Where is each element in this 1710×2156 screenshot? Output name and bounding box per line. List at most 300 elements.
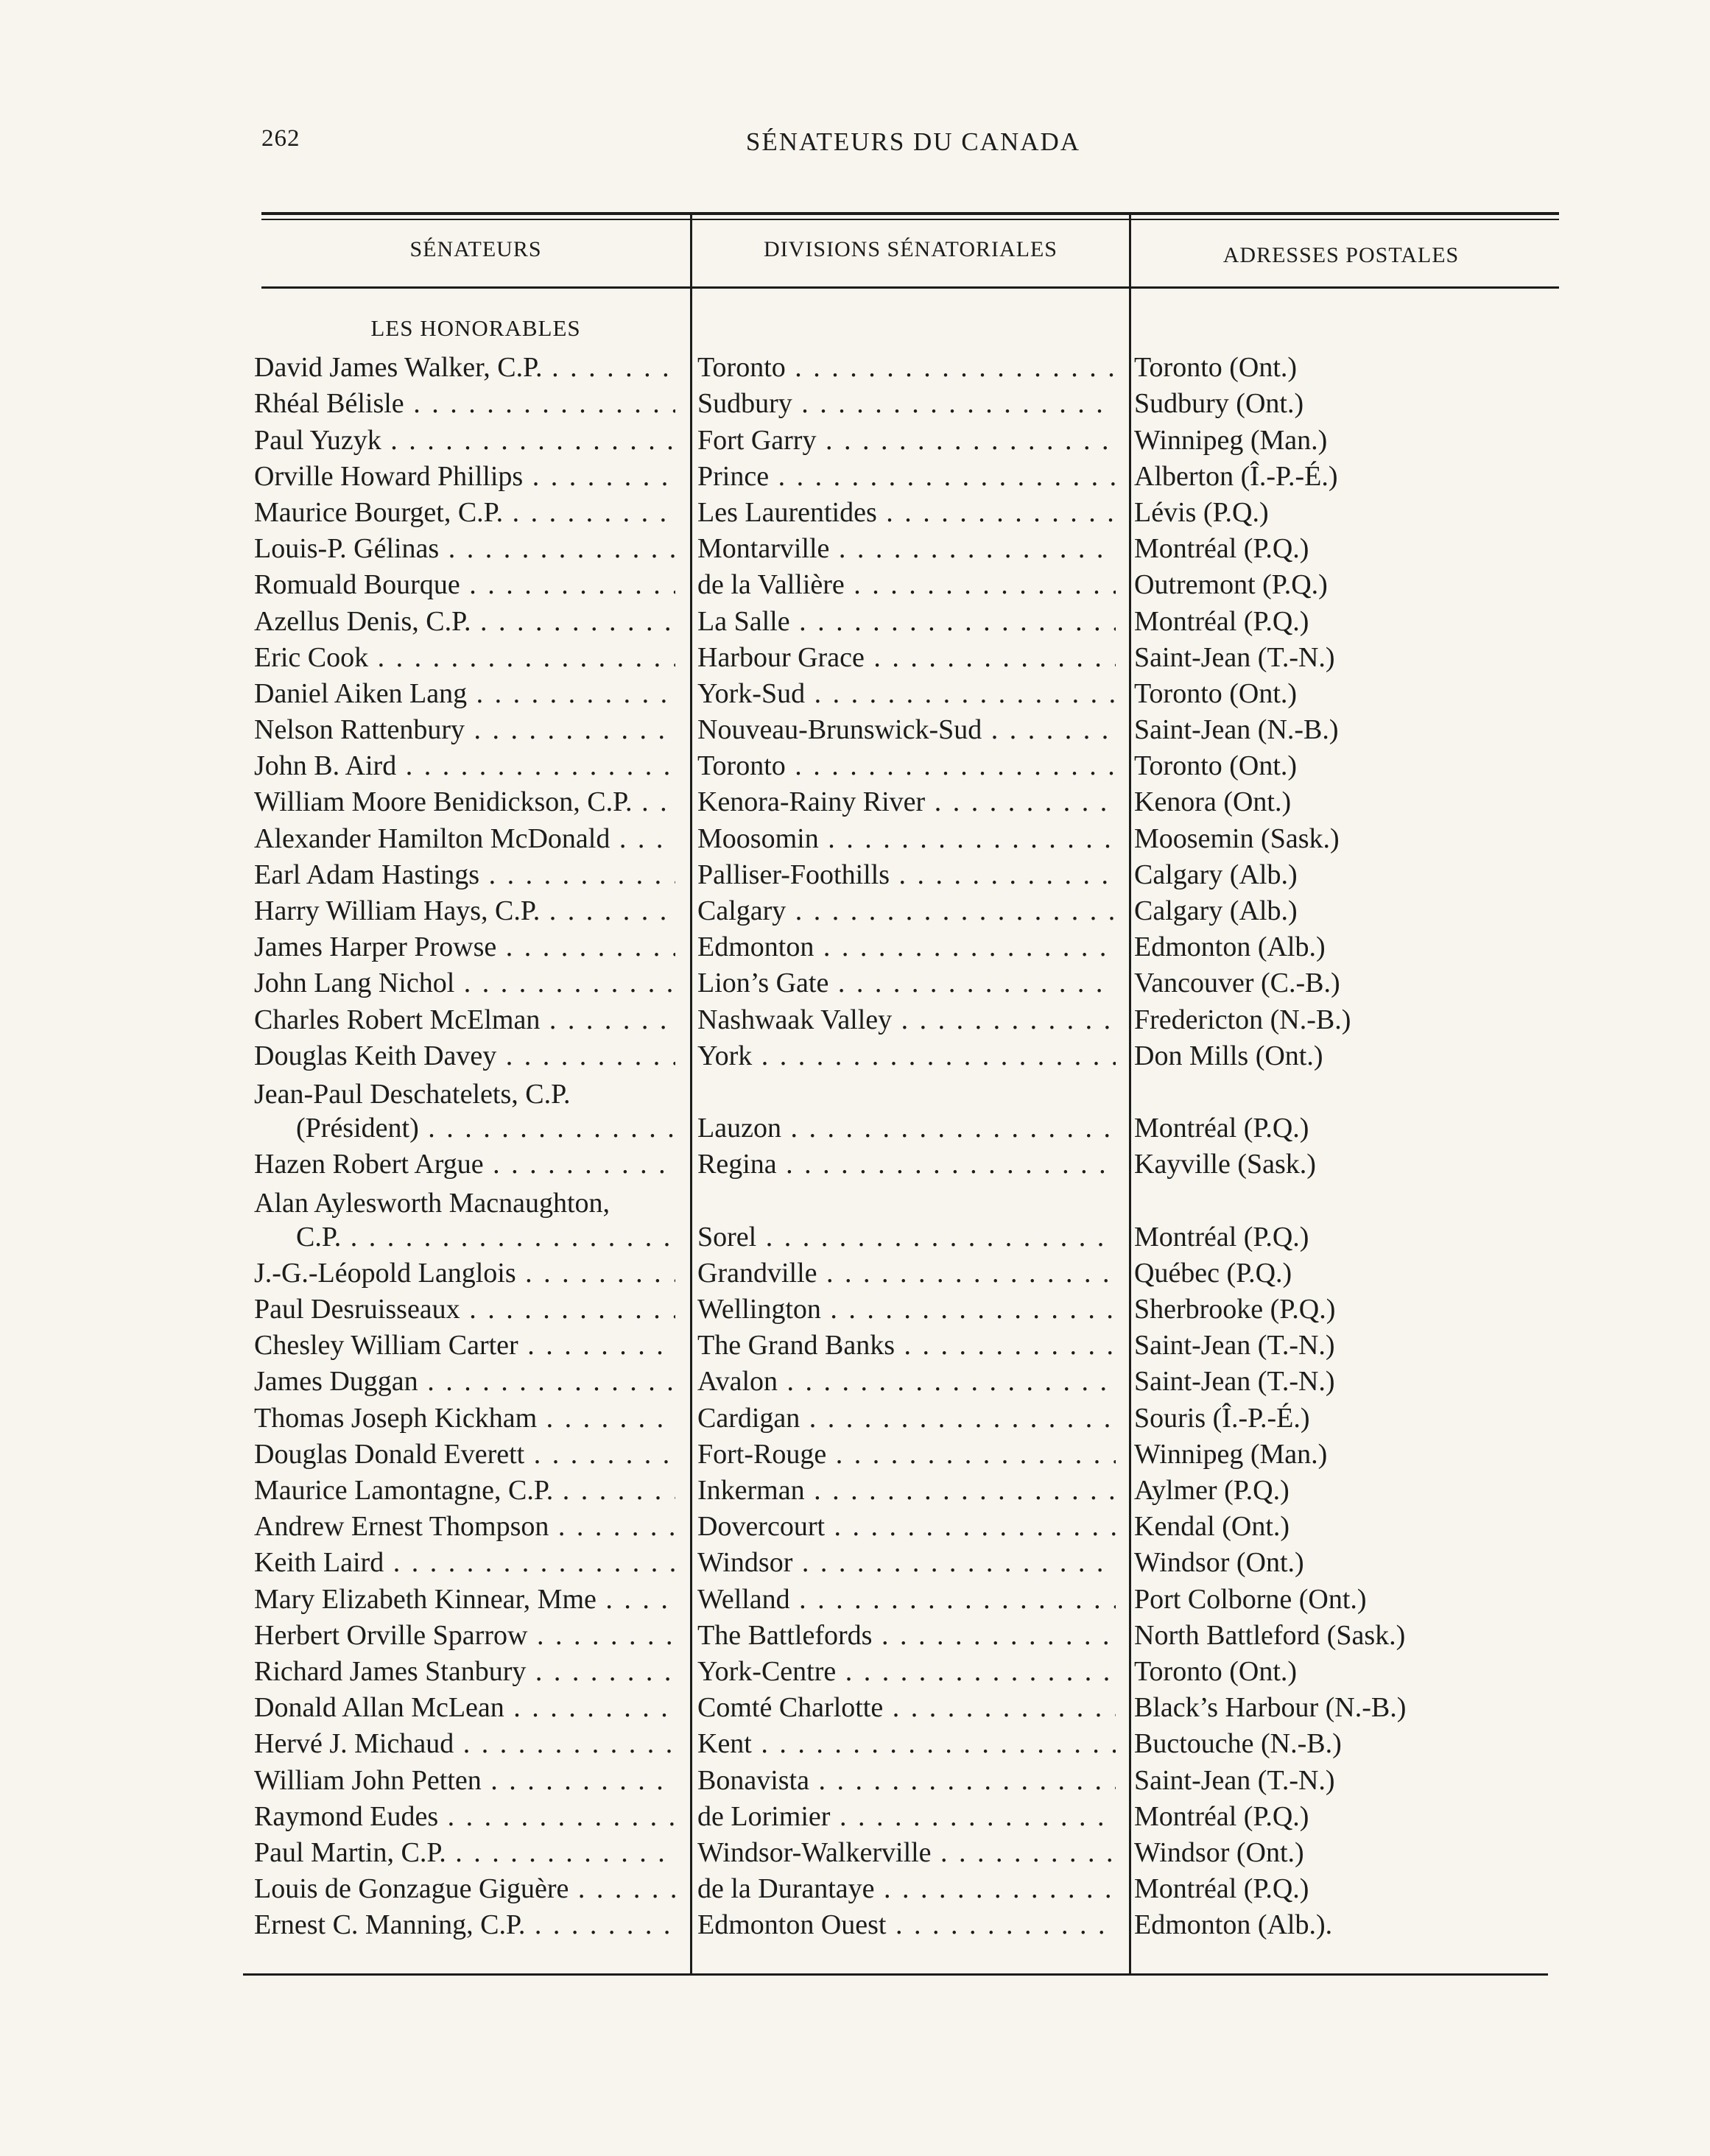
division-name: Calgary . . .	[697, 895, 1116, 926]
division-cell	[697, 749, 1116, 783]
table-row	[0, 1620, 1710, 1656]
senator-name: Eric Cook . . .	[254, 642, 675, 673]
senator-name: James Harper Prowse . . .	[254, 931, 675, 962]
table-row	[0, 968, 1710, 1004]
senator-name: Chesley William Carter . . .	[254, 1330, 675, 1361]
senator-name: Charles Robert McElman . . .	[254, 1004, 675, 1035]
postal-address: Sudbury (Ont.)	[1134, 388, 1304, 420]
postal-address: Kendal (Ont.)	[1134, 1511, 1290, 1543]
senator-name: Herbert Orville Sparrow . . .	[254, 1620, 675, 1651]
senator-name: Rhéal Bélisle . . .	[254, 388, 675, 419]
address-cell	[1134, 641, 1547, 674]
senator-cell	[254, 966, 675, 1000]
table-row	[0, 497, 1710, 533]
table-row	[0, 822, 1710, 859]
senator-name: Paul Martin, C.P. . . .	[254, 1837, 675, 1868]
table-row	[0, 1801, 1710, 1837]
postal-address: Souris (Î.-P.-É.)	[1134, 1402, 1310, 1434]
senator-name: Hazen Robert Argue . . .	[254, 1149, 675, 1180]
division-name: Inkerman . . .	[697, 1475, 1116, 1506]
table-row	[0, 1656, 1710, 1692]
senator-name: James Duggan . . .	[254, 1366, 675, 1397]
division-cell	[697, 1039, 1116, 1073]
address-cell	[1134, 894, 1547, 928]
senator-cell	[254, 1256, 675, 1290]
division-cell	[697, 858, 1116, 892]
address-cell	[1134, 1328, 1547, 1362]
senator-name: John B. Aird . . .	[254, 750, 675, 781]
division-name: Avalon . . .	[697, 1366, 1116, 1397]
division-cell	[697, 1437, 1116, 1471]
division-name: Windsor . . .	[697, 1547, 1116, 1578]
address-cell	[1134, 749, 1547, 783]
division-cell	[697, 1220, 1116, 1254]
division-name: Sorel . . .	[697, 1222, 1116, 1253]
address-cell	[1134, 1111, 1547, 1145]
senator-cell	[254, 568, 675, 602]
senator-cell	[254, 749, 675, 783]
postal-address: Calgary (Alb.)	[1134, 895, 1298, 926]
postal-address: Edmonton (Alb.)	[1134, 931, 1326, 963]
senator-cell	[254, 858, 675, 892]
senator-cell	[254, 1147, 675, 1181]
postal-address: Toronto (Ont.)	[1134, 352, 1298, 384]
division-name: York . . .	[697, 1040, 1116, 1071]
senator-name: Azellus Denis, C.P. . . .	[254, 606, 675, 637]
division-cell	[697, 1473, 1116, 1507]
senator-cell	[254, 1077, 675, 1145]
division-cell	[697, 1111, 1116, 1145]
postal-address: Port Colborne (Ont.)	[1134, 1583, 1367, 1615]
table-row	[0, 642, 1710, 678]
division-name: Wellington . . .	[697, 1294, 1116, 1325]
division-name: The Battlefords . . .	[697, 1620, 1116, 1651]
division-cell	[697, 1364, 1116, 1398]
division-name: Kenora-Rainy River . . .	[697, 786, 1116, 817]
senator-name: Daniel Aiken Lang . . .	[254, 678, 675, 709]
table-row	[0, 605, 1710, 641]
division-cell	[697, 1328, 1116, 1362]
division-name: Edmonton . . .	[697, 931, 1116, 962]
senator-cell	[254, 1872, 675, 1906]
postal-address: Buctouche (N.-B.)	[1134, 1728, 1342, 1760]
division-cell	[697, 1401, 1116, 1435]
division-cell	[697, 930, 1116, 964]
division-cell	[697, 1546, 1116, 1579]
address-cell	[1134, 1800, 1547, 1833]
division-cell	[697, 1908, 1116, 1942]
column-header-senators: SÉNATEURS	[409, 237, 542, 261]
postal-address: Montréal (P.Q.)	[1134, 1113, 1309, 1144]
table-row	[0, 1547, 1710, 1583]
table-row	[0, 1077, 1710, 1149]
senator-cell	[254, 1546, 675, 1579]
division-name: Fort Garry . . .	[697, 425, 1116, 456]
senator-name: Andrew Ernest Thompson . . .	[254, 1511, 675, 1542]
table-row	[0, 388, 1710, 424]
table-row	[0, 352, 1710, 388]
senator-name: Ernest C. Manning, C.P. . . .	[254, 1909, 675, 1940]
division-name: York-Sud . . .	[697, 678, 1116, 709]
senator-cell	[254, 894, 675, 928]
address-cell	[1134, 1364, 1547, 1398]
table-row	[0, 1330, 1710, 1366]
senator-cell	[254, 930, 675, 964]
top-rule-thin	[261, 219, 1559, 220]
postal-address: Saint-Jean (T.-N.)	[1134, 1366, 1335, 1398]
senator-cell	[254, 1186, 675, 1254]
header-rule	[261, 286, 1559, 289]
division-name: Harbour Grace . . .	[697, 642, 1116, 673]
senator-cell	[254, 1655, 675, 1688]
table-row	[0, 1149, 1710, 1185]
postal-address: Toronto (Ont.)	[1134, 750, 1298, 782]
table-row	[0, 1402, 1710, 1438]
senator-cell	[254, 459, 675, 493]
division-name: York-Centre . . .	[697, 1656, 1116, 1687]
senator-cell	[254, 822, 675, 856]
address-cell	[1134, 966, 1547, 1000]
table-row	[0, 1040, 1710, 1077]
senator-cell	[254, 1328, 675, 1362]
bottom-rule	[243, 1973, 1548, 1976]
senator-name: John Lang Nichol . . .	[254, 968, 675, 998]
senator-cell	[254, 1836, 675, 1870]
postal-address: Calgary (Alb.)	[1134, 859, 1298, 890]
postal-address: Alberton (Î.-P.-É.)	[1134, 460, 1338, 492]
postal-address: Black’s Harbour (N.-B.)	[1134, 1692, 1407, 1724]
top-rule	[261, 212, 1559, 215]
senator-cell	[254, 1908, 675, 1942]
division-name: de la Durantaye . . .	[697, 1873, 1116, 1904]
postal-address: Montréal (P.Q.)	[1134, 533, 1309, 565]
division-name: Bonavista . . .	[697, 1765, 1116, 1796]
table-row	[0, 931, 1710, 968]
senator-cell	[254, 1437, 675, 1471]
division-cell	[697, 1872, 1116, 1906]
senator-name: Donald Allan McLean . . .	[254, 1692, 675, 1723]
senator-cell	[254, 350, 675, 384]
senator-name: Alexander Hamilton McDonald . . .	[254, 823, 675, 854]
senator-name: Maurice Bourget, C.P. . . .	[254, 497, 675, 528]
table-row	[0, 1439, 1710, 1475]
division-cell	[697, 966, 1116, 1000]
address-cell	[1134, 1437, 1547, 1471]
postal-address: Saint-Jean (T.-N.)	[1134, 641, 1335, 673]
division-name: Nashwaak Valley . . .	[697, 1004, 1116, 1035]
section-title: LES HONORABLES	[370, 315, 581, 341]
division-cell	[697, 1727, 1116, 1761]
postal-address: Montréal (P.Q.)	[1134, 605, 1309, 637]
division-name: Toronto . . .	[697, 750, 1116, 781]
division-name: Lion’s Gate . . .	[697, 968, 1116, 998]
senator-cell	[254, 1582, 675, 1616]
postal-address: Saint-Jean (T.-N.)	[1134, 1330, 1335, 1361]
postal-address: Outremont (P.Q.)	[1134, 569, 1328, 601]
postal-address: Montréal (P.Q.)	[1134, 1873, 1309, 1905]
address-cell	[1134, 1727, 1547, 1761]
column-header-divisions: DIVISIONS SÉNATORIALES	[764, 237, 1058, 261]
division-name: Sudbury . . .	[697, 388, 1116, 419]
table-row	[0, 750, 1710, 786]
division-cell	[697, 1292, 1116, 1326]
page-number: 262	[261, 125, 300, 152]
senator-name: Paul Yuzyk . . .	[254, 425, 675, 456]
division-cell	[697, 568, 1116, 602]
address-cell	[1134, 1509, 1547, 1543]
division-cell	[697, 1836, 1116, 1870]
division-name: Nouveau-Brunswick-Sud . . .	[697, 714, 1116, 745]
address-cell	[1134, 1764, 1547, 1797]
table-row	[0, 714, 1710, 750]
table-row	[0, 1258, 1710, 1294]
division-cell	[697, 785, 1116, 819]
address-cell	[1134, 1618, 1547, 1652]
senator-cell	[254, 641, 675, 674]
senator-name: Mary Elizabeth Kinnear, Mme . . .	[254, 1584, 675, 1615]
table-row	[0, 1366, 1710, 1402]
senator-cell	[254, 677, 675, 711]
postal-address: Toronto (Ont.)	[1134, 677, 1298, 709]
address-cell	[1134, 1546, 1547, 1579]
senator-name: Maurice Lamontagne, C.P. . . .	[254, 1475, 675, 1506]
postal-address: Edmonton (Alb.).	[1134, 1909, 1333, 1941]
address-cell	[1134, 496, 1547, 529]
division-name: Prince . . .	[697, 461, 1116, 492]
division-name: Les Laurentides . . .	[697, 497, 1116, 528]
address-cell	[1134, 1003, 1547, 1037]
division-cell	[697, 822, 1116, 856]
division-name: de la Vallière . . .	[697, 569, 1116, 600]
senator-table-body	[0, 352, 1710, 1945]
senator-name: Richard James Stanbury . . .	[254, 1656, 675, 1687]
senator-cell	[254, 713, 675, 747]
senator-name-continued: (Président) . . .	[254, 1111, 675, 1145]
address-cell	[1134, 1872, 1547, 1906]
senator-name: Jean-Paul Deschatelets, C.P.	[254, 1079, 571, 1110]
postal-address: Montréal (P.Q.)	[1134, 1221, 1309, 1253]
division-cell	[697, 496, 1116, 529]
address-cell	[1134, 532, 1547, 566]
senator-cell	[254, 1364, 675, 1398]
postal-address: Toronto (Ont.)	[1134, 1655, 1298, 1687]
division-name: Montarville . . .	[697, 533, 1116, 564]
division-name: Regina . . .	[697, 1149, 1116, 1180]
division-cell	[697, 387, 1116, 420]
senator-cell	[254, 1727, 675, 1761]
senator-cell	[254, 1618, 675, 1652]
table-row	[0, 1764, 1710, 1800]
division-name: Grandville . . .	[697, 1258, 1116, 1289]
division-name: La Salle . . .	[697, 606, 1116, 637]
table-row	[0, 859, 1710, 895]
address-cell	[1134, 1836, 1547, 1870]
senator-name: Orville Howard Phillips . . .	[254, 461, 675, 492]
division-cell	[697, 1655, 1116, 1688]
table-row	[0, 569, 1710, 605]
postal-address: Windsor (Ont.)	[1134, 1547, 1304, 1579]
senator-name: Paul Desruisseaux . . .	[254, 1294, 675, 1325]
division-name: Welland . . .	[697, 1584, 1116, 1615]
senator-cell	[254, 1039, 675, 1073]
division-cell	[697, 459, 1116, 493]
address-cell	[1134, 930, 1547, 964]
address-cell	[1134, 1691, 1547, 1725]
senator-name: David James Walker, C.P. . . .	[254, 352, 675, 383]
senator-cell	[254, 785, 675, 819]
senator-cell	[254, 605, 675, 638]
address-cell	[1134, 605, 1547, 638]
postal-address: Saint-Jean (N.-B.)	[1134, 714, 1339, 746]
postal-address: Montréal (P.Q.)	[1134, 1800, 1309, 1832]
postal-address: Kenora (Ont.)	[1134, 786, 1292, 818]
senator-cell	[254, 532, 675, 566]
senator-cell	[254, 1800, 675, 1833]
address-cell	[1134, 423, 1547, 457]
division-cell	[697, 605, 1116, 638]
division-cell	[697, 1618, 1116, 1652]
address-cell	[1134, 1220, 1547, 1254]
division-name: Kent . . .	[697, 1728, 1116, 1759]
division-cell	[697, 1691, 1116, 1725]
senator-cell	[254, 423, 675, 457]
address-cell	[1134, 1582, 1547, 1616]
senator-name-continued: C.P. . . .	[254, 1220, 675, 1254]
division-name: Edmonton Ouest . . .	[697, 1909, 1116, 1940]
table-row	[0, 895, 1710, 931]
table-row	[0, 1294, 1710, 1330]
division-name: de Lorimier . . .	[697, 1801, 1116, 1832]
division-name: Moosomin . . .	[697, 823, 1116, 854]
division-name: Toronto . . .	[697, 352, 1116, 383]
address-cell	[1134, 1401, 1547, 1435]
senator-cell	[254, 1003, 675, 1037]
division-cell	[697, 677, 1116, 711]
table-row	[0, 1511, 1710, 1547]
address-cell	[1134, 1039, 1547, 1073]
postal-address: Moosemin (Sask.)	[1134, 822, 1340, 854]
running-head: SÉNATEURS DU CANADA	[745, 127, 1081, 156]
senator-name: Raymond Eudes . . .	[254, 1801, 675, 1832]
address-cell	[1134, 1655, 1547, 1688]
table-row	[0, 1728, 1710, 1764]
division-name: Fort-Rouge . . .	[697, 1439, 1116, 1470]
division-cell	[697, 1509, 1116, 1543]
senator-name: Douglas Donald Everett . . .	[254, 1439, 675, 1470]
senator-name: Louis de Gonzague Giguère . . .	[254, 1873, 675, 1904]
postal-address: Lévis (P.Q.)	[1134, 496, 1269, 528]
division-cell	[697, 1003, 1116, 1037]
division-cell	[697, 532, 1116, 566]
senator-name: Louis-P. Gélinas . . .	[254, 533, 675, 564]
table-row	[0, 461, 1710, 497]
senator-cell	[254, 1764, 675, 1797]
table-row	[0, 786, 1710, 822]
address-cell	[1134, 677, 1547, 711]
postal-address: Aylmer (P.Q.)	[1134, 1475, 1289, 1507]
table-row	[0, 1583, 1710, 1619]
division-cell	[697, 1764, 1116, 1797]
senator-cell	[254, 1691, 675, 1725]
division-cell	[697, 641, 1116, 674]
postal-address: Windsor (Ont.)	[1134, 1836, 1304, 1868]
address-cell	[1134, 1256, 1547, 1290]
senator-name: Nelson Rattenbury . . .	[254, 714, 675, 745]
division-name: Dovercourt . . .	[697, 1511, 1116, 1542]
senator-name: Harry William Hays, C.P. . . .	[254, 895, 675, 926]
division-name: Cardigan . . .	[697, 1403, 1116, 1434]
postal-address: Vancouver (C.-B.)	[1134, 968, 1340, 999]
table-row	[0, 1873, 1710, 1909]
division-name: Windsor-Walkerville . . .	[697, 1837, 1116, 1868]
senator-cell	[254, 1473, 675, 1507]
postal-address: Winnipeg (Man.)	[1134, 424, 1328, 456]
division-cell	[697, 1147, 1116, 1181]
address-cell	[1134, 713, 1547, 747]
division-cell	[697, 713, 1116, 747]
postal-address: Don Mills (Ont.)	[1134, 1040, 1323, 1071]
table-row	[0, 1004, 1710, 1040]
address-cell	[1134, 858, 1547, 892]
table-row	[0, 1692, 1710, 1728]
address-cell	[1134, 785, 1547, 819]
table-row	[0, 1837, 1710, 1873]
senator-cell	[254, 387, 675, 420]
senator-name: William John Petten . . .	[254, 1765, 675, 1796]
senator-name: J.-G.-Léopold Langlois . . .	[254, 1258, 675, 1289]
table-row	[0, 1185, 1710, 1257]
table-row	[0, 1909, 1710, 1945]
postal-address: Fredericton (N.-B.)	[1134, 1004, 1351, 1035]
postal-address: Sherbrooke (P.Q.)	[1134, 1294, 1336, 1325]
senator-name: Romuald Bourque . . .	[254, 569, 675, 600]
senator-cell	[254, 1509, 675, 1543]
senator-cell	[254, 1292, 675, 1326]
postal-address: Québec (P.Q.)	[1134, 1257, 1292, 1289]
table-row	[0, 533, 1710, 569]
address-cell	[1134, 387, 1547, 420]
table-row	[0, 1475, 1710, 1511]
senator-name: Douglas Keith Davey . . .	[254, 1040, 675, 1071]
division-cell	[697, 423, 1116, 457]
postal-address: Winnipeg (Man.)	[1134, 1438, 1328, 1470]
division-name: The Grand Banks . . .	[697, 1330, 1116, 1361]
postal-address: Saint-Jean (T.-N.)	[1134, 1764, 1335, 1796]
table-row	[0, 424, 1710, 460]
senator-cell	[254, 1401, 675, 1435]
division-cell	[697, 1800, 1116, 1833]
division-cell	[697, 1582, 1116, 1616]
division-name: Lauzon . . .	[697, 1113, 1116, 1144]
senator-name: Alan Aylesworth Macnaughton,	[254, 1187, 611, 1219]
postal-address: North Battleford (Sask.)	[1134, 1619, 1406, 1651]
address-cell	[1134, 822, 1547, 856]
senator-name: William Moore Benidickson, C.P. . . .	[254, 786, 675, 817]
division-name: Comté Charlotte . . .	[697, 1692, 1116, 1723]
address-cell	[1134, 459, 1547, 493]
division-cell	[697, 1256, 1116, 1290]
address-cell	[1134, 1473, 1547, 1507]
senator-name: Thomas Joseph Kickham . . .	[254, 1403, 675, 1434]
senator-name: Keith Laird . . .	[254, 1547, 675, 1578]
address-cell	[1134, 1147, 1547, 1181]
postal-address: Kayville (Sask.)	[1134, 1149, 1316, 1180]
table-row	[0, 678, 1710, 714]
address-cell	[1134, 350, 1547, 384]
column-header-addresses: ADRESSES POSTALES	[1222, 243, 1460, 267]
senator-name: Earl Adam Hastings . . .	[254, 859, 675, 890]
division-cell	[697, 350, 1116, 384]
